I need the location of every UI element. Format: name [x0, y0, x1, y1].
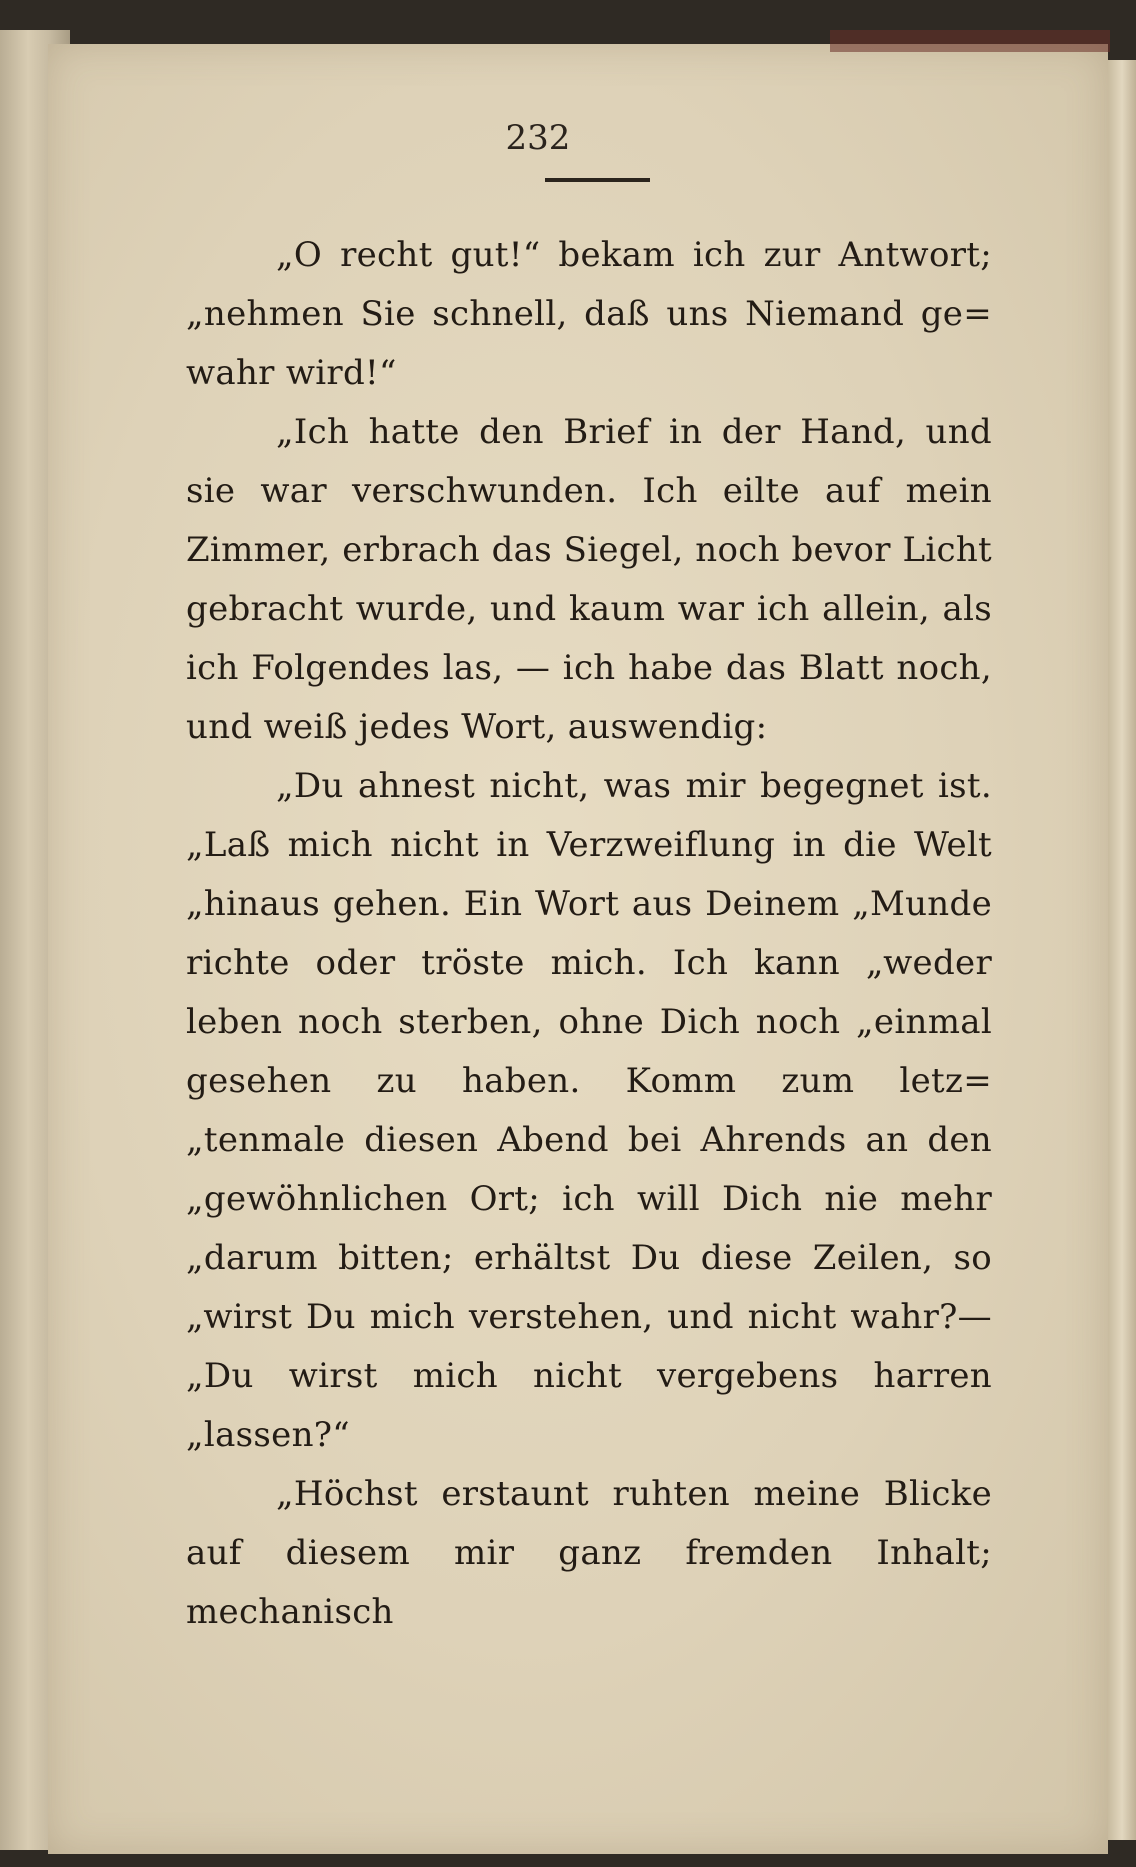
- paragraph-1: „O recht gut!“ bekam ich zur Antwort; „nehmen Sie schnell, daß uns Niemand ge= wahr wird!“: [186, 235, 992, 393]
- binding-strip: [830, 30, 1110, 52]
- header-rule: [545, 178, 650, 182]
- paragraph-4: „Höchst erstaunt ruhten meine Blicke auf diesem mir ganz fremden Inhalt; mechanisch: [186, 1474, 992, 1632]
- paragraph-letter: „Du ahnest nicht, was mir begegnet ist. „Laß mich nicht in Verzweiflung in die Welt „hinaus gehen. Ein Wort aus Deinem „Munde richte oder tröste mich. Ich kann „weder leben noch sterben, ohne Dich noch „einmal gesehen zu haben. Komm zum letz= „tenmale diesen Abend bei Ahrends an den „gewöhnlichen Ort; ich will Dich nie mehr „darum bitten; erhältst Du diese Zeilen, so „wirst Du mich verstehen, und nicht wahr?— „Du wirst mich nicht vergebens harren „lassen?“: [186, 766, 992, 1455]
- body-text: [186, 226, 992, 1642]
- paragraph-2: „Ich hatte den Brief in der Hand, und sie war verschwunden. Ich eilte auf mein Zimmer, erbrach das Siegel, noch bevor Licht gebracht wurde, und kaum war ich allein, als ich Folgendes las, — ich habe das Blatt noch, und weiß jedes Wort, auswendig:: [186, 412, 992, 747]
- page-edges-right: [1108, 60, 1136, 1840]
- page-number: 232: [505, 118, 571, 158]
